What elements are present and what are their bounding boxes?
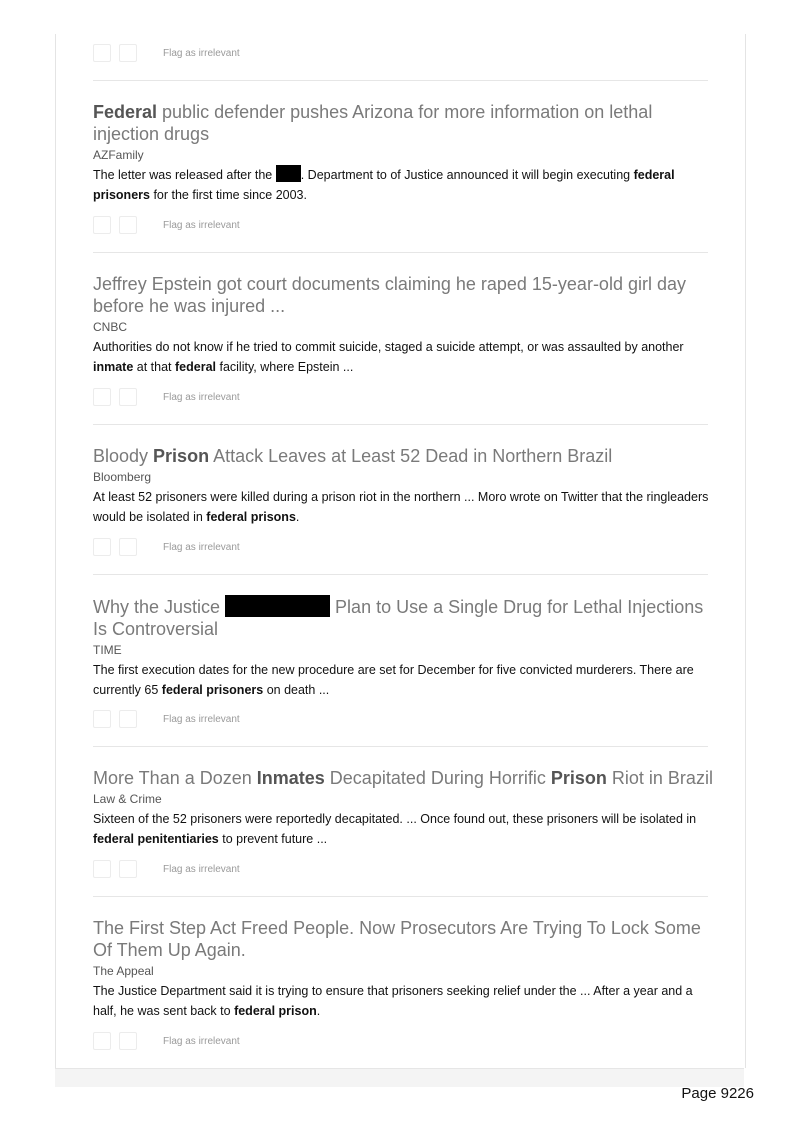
- flag-as-irrelevant-link[interactable]: Flag as irrelevant: [163, 1035, 240, 1047]
- flag-row: [93, 386, 240, 408]
- text-segment: on death ...: [263, 683, 330, 697]
- article-snippet: [93, 981, 713, 1021]
- text-segment: Jeffrey Epstein got court documents claiming he raped 15-year-old girl day before he was injured ...: [93, 274, 686, 316]
- flag-row: [93, 42, 240, 64]
- article-source: CNBC: [93, 320, 128, 334]
- text-segment: for the first time since 2003.: [149, 188, 307, 202]
- flag-as-irrelevant-link[interactable]: Flag as irrelevant: [163, 47, 240, 59]
- flag-row: [93, 214, 240, 236]
- text-segment: .: [295, 510, 300, 524]
- text-segment: Bloody: [93, 446, 154, 466]
- thumbs-down-checkbox[interactable]: [119, 388, 137, 406]
- highlighted-term: federal prisons: [206, 510, 296, 524]
- thumbs-up-checkbox[interactable]: [93, 1032, 111, 1050]
- news-result: [93, 917, 713, 1021]
- highlighted-term: federal prison: [234, 1004, 317, 1018]
- flag-row: [93, 536, 240, 558]
- flag-row: [93, 1030, 240, 1052]
- article-title[interactable]: [93, 273, 713, 317]
- text-segment: The letter was released after the: [93, 168, 276, 182]
- highlighted-term: Inmates: [256, 768, 325, 788]
- article-source: The Appeal: [93, 964, 154, 978]
- highlighted-term: inmate: [93, 360, 134, 374]
- text-segment: Sixteen of the 52 prisoners were reportedly decapitated. ... Once found out, these prisoners will be isolated in: [93, 812, 697, 826]
- text-segment: at that: [133, 360, 175, 374]
- article-title[interactable]: [93, 595, 713, 640]
- text-segment: facility, where Epstein ...: [216, 360, 354, 374]
- article-snippet: [93, 660, 713, 700]
- flag-as-irrelevant-link[interactable]: Flag as irrelevant: [163, 219, 240, 231]
- article-source: Bloomberg: [93, 470, 152, 484]
- highlighted-term: federal: [175, 360, 216, 374]
- text-segment: More Than a Dozen: [93, 768, 257, 788]
- flag-as-irrelevant-link[interactable]: Flag as irrelevant: [163, 713, 240, 725]
- article-title[interactable]: [93, 917, 713, 961]
- text-segment: Authorities do not know if he tried to commit suicide, staged a suicide attempt, or was assaulted by another: [93, 340, 684, 354]
- highlighted-term: Prison: [153, 446, 210, 466]
- article-snippet: [93, 337, 713, 377]
- text-segment: Attack Leaves at Least 52 Dead in Northern Brazil: [209, 446, 613, 466]
- news-result: [93, 273, 713, 377]
- text-segment: to prevent future ...: [218, 832, 328, 846]
- divider: [93, 746, 708, 747]
- article-snippet: [93, 487, 713, 527]
- highlighted-term: Prison: [550, 768, 607, 788]
- divider: [93, 574, 708, 575]
- text-segment: Why the Justice: [93, 597, 226, 617]
- text-segment: The first execution dates for the new procedure are set for December for five convicted murderers. There are currently 65: [93, 663, 694, 697]
- text-segment: The Justice Department said it is trying to ensure that prisoners seeking relief under the ... After a year and a half, he was sent back to: [93, 984, 693, 1018]
- news-result: [93, 767, 713, 849]
- flag-as-irrelevant-link[interactable]: Flag as irrelevant: [163, 863, 240, 875]
- news-result: [93, 101, 713, 205]
- thumbs-up-checkbox[interactable]: [93, 710, 111, 728]
- thumbs-up-checkbox[interactable]: [93, 860, 111, 878]
- article-snippet: [93, 809, 713, 849]
- highlighted-term: federal prisoners: [93, 168, 675, 202]
- text-segment: .: [316, 1004, 321, 1018]
- article-title[interactable]: [93, 445, 713, 467]
- thumbs-up-checkbox[interactable]: [93, 388, 111, 406]
- thumbs-down-checkbox[interactable]: [119, 44, 137, 62]
- news-result: [93, 595, 713, 700]
- article-source: AZFamily: [93, 148, 144, 162]
- text-segment: . Department to of Justice announced it will begin executing: [300, 168, 634, 182]
- highlighted-term: federal prisoners: [161, 683, 264, 697]
- divider: [93, 896, 708, 897]
- news-result: [93, 445, 713, 527]
- panel-footer: [55, 1068, 744, 1087]
- text-segment: Decapitated During Horrific: [324, 768, 551, 788]
- article-snippet: [93, 165, 713, 205]
- thumbs-up-checkbox[interactable]: [93, 44, 111, 62]
- article-title[interactable]: [93, 767, 713, 789]
- thumbs-down-checkbox[interactable]: [119, 710, 137, 728]
- thumbs-down-checkbox[interactable]: [119, 860, 137, 878]
- text-segment: Plan to Use a Single Drug for Lethal Injections Is Controversial: [93, 597, 704, 639]
- flag-row: [93, 708, 240, 730]
- redaction-block: [225, 595, 330, 617]
- article-source: Law & Crime: [93, 792, 162, 806]
- text-segment: At least 52 prisoners were killed during a prison riot in the northern ... Moro wrote on Twitter that the ringleaders would be isolated in: [93, 490, 709, 524]
- flag-as-irrelevant-link[interactable]: Flag as irrelevant: [163, 541, 240, 553]
- redaction-block: [276, 165, 301, 182]
- thumbs-down-checkbox[interactable]: [119, 1032, 137, 1050]
- text-segment: public defender pushes Arizona for more information on lethal injection drugs: [93, 102, 653, 144]
- thumbs-up-checkbox[interactable]: [93, 538, 111, 556]
- page-number: Page 9226: [681, 1085, 754, 1102]
- flag-as-irrelevant-link[interactable]: Flag as irrelevant: [163, 391, 240, 403]
- highlighted-term: Federal: [93, 102, 158, 122]
- article-source: TIME: [93, 643, 122, 657]
- thumbs-down-checkbox[interactable]: [119, 538, 137, 556]
- text-segment: The First Step Act Freed People. Now Prosecutors Are Trying To Lock Some Of Them Up Again.: [93, 918, 701, 960]
- divider: [93, 80, 708, 81]
- thumbs-up-checkbox[interactable]: [93, 216, 111, 234]
- divider: [93, 424, 708, 425]
- text-segment: Riot in Brazil: [606, 768, 713, 788]
- divider: [93, 252, 708, 253]
- highlighted-term: federal penitentiaries: [93, 832, 219, 846]
- article-title[interactable]: [93, 101, 713, 145]
- thumbs-down-checkbox[interactable]: [119, 216, 137, 234]
- flag-row: [93, 858, 240, 880]
